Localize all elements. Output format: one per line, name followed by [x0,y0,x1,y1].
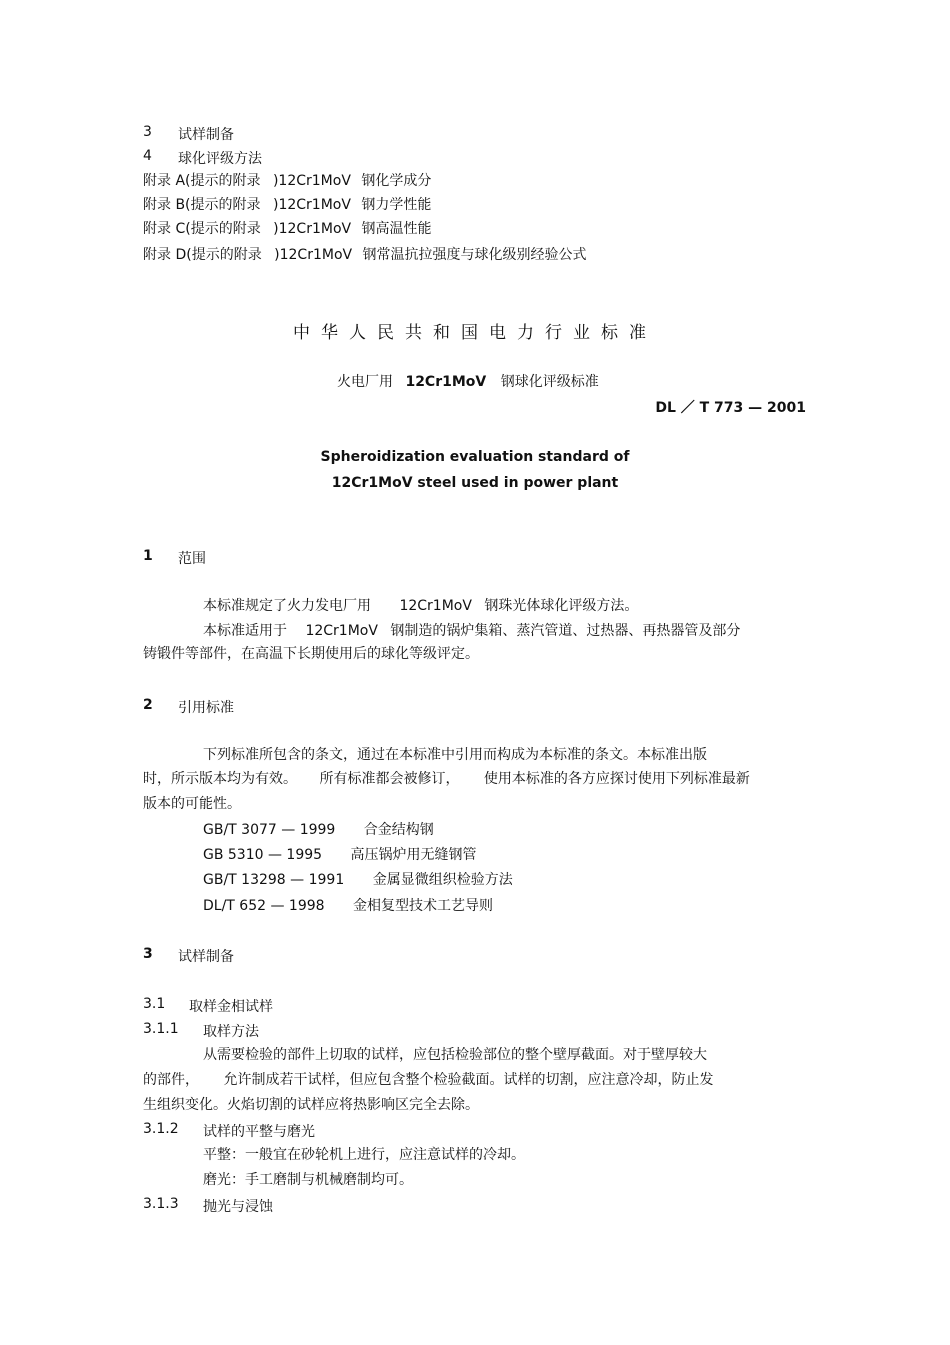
english-title-line-1: Spheroidization evaluation standard of [320,449,630,465]
subsection-number: 3.1.1 [143,1021,179,1037]
toc-appendix: 附录 A(提示的附录 )12Cr1MoV 钢化学成分 [143,173,432,189]
reference-item: GB/T 13298 — 1991 金属显微组织检验方法 [203,872,513,888]
org-title: 中华人民共和国电力行业标准 [293,323,657,343]
english-title-line-2: 12Cr1MoV steel used in power plant [331,475,619,491]
toc-appendix: 附录 B(提示的附录 )12Cr1MoV 钢力学性能 [143,197,432,213]
subsection-title: 取样金相试样 [189,999,273,1015]
toc-num: 3 [143,124,152,140]
paragraph: 平整：一般宜在砂轮机上进行，应注意试样的冷却。 [203,1147,525,1163]
paragraph: 生组织变化。火焰切割的试样应将热影响区完全去除。 [143,1097,479,1113]
subsection-number: 3.1.2 [143,1121,179,1137]
subsection-number: 3.1.3 [143,1196,179,1212]
standard-code: DL ／ T 773 — 2001 [655,400,806,416]
section-number: 1 [143,548,153,564]
section-title: 范围 [178,551,206,567]
reference-item: GB 5310 — 1995 高压锅炉用无缝钢管 [203,847,477,863]
toc-text: 试样制备 [178,127,234,143]
paragraph: 时，所示版本均为有效。 所有标准都会被修订， 使用本标准的各方应探讨使用下列标准最新 [143,771,750,787]
toc-num: 4 [143,148,152,164]
paragraph: 铸锻件等部件，在高温下长期使用后的球化等级评定。 [143,646,479,662]
section-title: 试样制备 [178,949,234,965]
paragraph: 下列标准所包含的条文，通过在本标准中引用而构成为本标准的条文。本标准出版 [203,747,707,763]
toc-appendix: 附录 C(提示的附录 )12Cr1MoV 钢高温性能 [143,221,432,237]
subsection-title: 试样的平整与磨光 [203,1124,315,1140]
reference-item: DL/T 652 — 1998 金相复型技术工艺导则 [203,898,494,914]
toc-text: 球化评级方法 [178,151,262,167]
reference-item: GB/T 3077 — 1999 合金结构钢 [203,822,434,838]
subsection-title: 取样方法 [203,1024,259,1040]
paragraph: 从需要检验的部件上切取的试样，应包括检验部位的整个壁厚截面。对于壁厚较大 [203,1047,707,1063]
paragraph: 磨光：手工磨制与机械磨制均可。 [203,1172,413,1188]
paragraph: 本标准适用于 12Cr1MoV 钢制造的锅炉集箱、蒸汽管道、过热器、再热器管及部分 [203,623,741,639]
paragraph: 本标准规定了火力发电厂用 12Cr1MoV 钢珠光体球化评级方法。 [203,598,639,614]
section-title: 引用标准 [178,700,234,716]
paragraph: 的部件， 允许制成若干试样，但应包含整个检验截面。试样的切割，应注意冷却，防止发 [143,1072,714,1088]
standard-subtitle: 火电厂用 12Cr1MoV 钢球化评级标准 [337,374,599,390]
toc-appendix: 附录 D(提示的附录 )12Cr1MoV 钢常温抗拉强度与球化级别经验公式 [143,247,587,263]
subsection-number: 3.1 [143,996,166,1012]
paragraph: 版本的可能性。 [143,796,241,812]
section-number: 2 [143,697,153,713]
subsection-title: 抛光与浸蚀 [203,1199,273,1215]
section-number: 3 [143,946,153,962]
